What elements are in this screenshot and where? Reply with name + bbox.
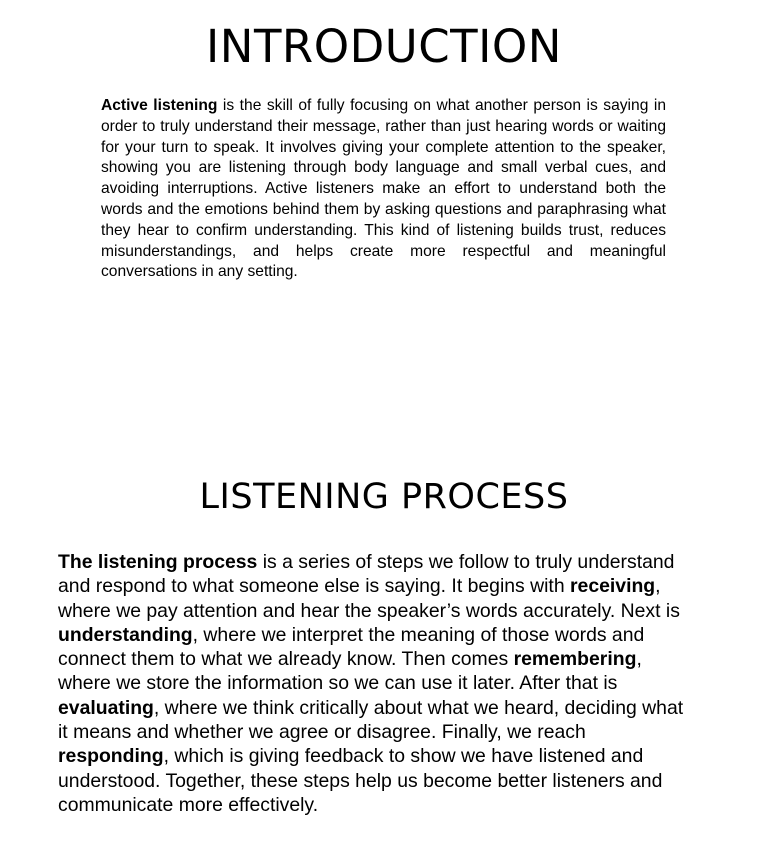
process-text-segment: , where we interpret the meaning of those words and connect them to what we already know. Then comes [58, 623, 645, 671]
process-text-segment: , where we think critically about what we heard, deciding what it means and whether we agree or disagree. Finally, we reach [58, 696, 684, 744]
introduction-heading: INTRODUCTION [206, 20, 562, 73]
process-text-segment: , which is giving feedback to show we have listened and understood. Together, these steps help us become better listeners and communicate more effectively. [58, 745, 663, 816]
step-understanding: understanding [58, 623, 193, 646]
listening-process-term: The listening process [58, 551, 258, 573]
active-listening-term: Active listening [101, 97, 218, 114]
introduction-paragraph [101, 96, 666, 283]
listening-process-paragraph [58, 550, 698, 817]
process-text-segment: , where we pay attention and hear the speaker’s words accurately. Next is [58, 575, 680, 622]
process-text-segment: , where we store the information so we can use it later. After that is [58, 648, 642, 695]
step-receiving: receiving [570, 575, 656, 598]
step-evaluating: evaluating [58, 696, 154, 719]
introduction-body: is the skill of fully focusing on what another person is saying in order to truly understand their message, rather than just hearing words or waiting for your turn to speak. It involves giving your complete attention to the speaker, showing you are listening through body language and small verbal cues, and avoiding interruptions. Active listeners make an effort to understand both the words and the emotions behind them by asking questions and paraphrasing what they hear to confirm understanding. This kind of listening builds trust, reduces misunderstandings, and helps create more respectful and meaningful conversations in any setting. [101, 97, 667, 281]
process-text-segment: is a series of steps we follow to truly understand and respond to what someone else is saying. It begins with [58, 551, 675, 598]
step-remembering: remembering [513, 648, 637, 671]
listening-process-heading: LISTENING PROCESS [199, 477, 569, 517]
step-responding: responding [58, 745, 164, 768]
